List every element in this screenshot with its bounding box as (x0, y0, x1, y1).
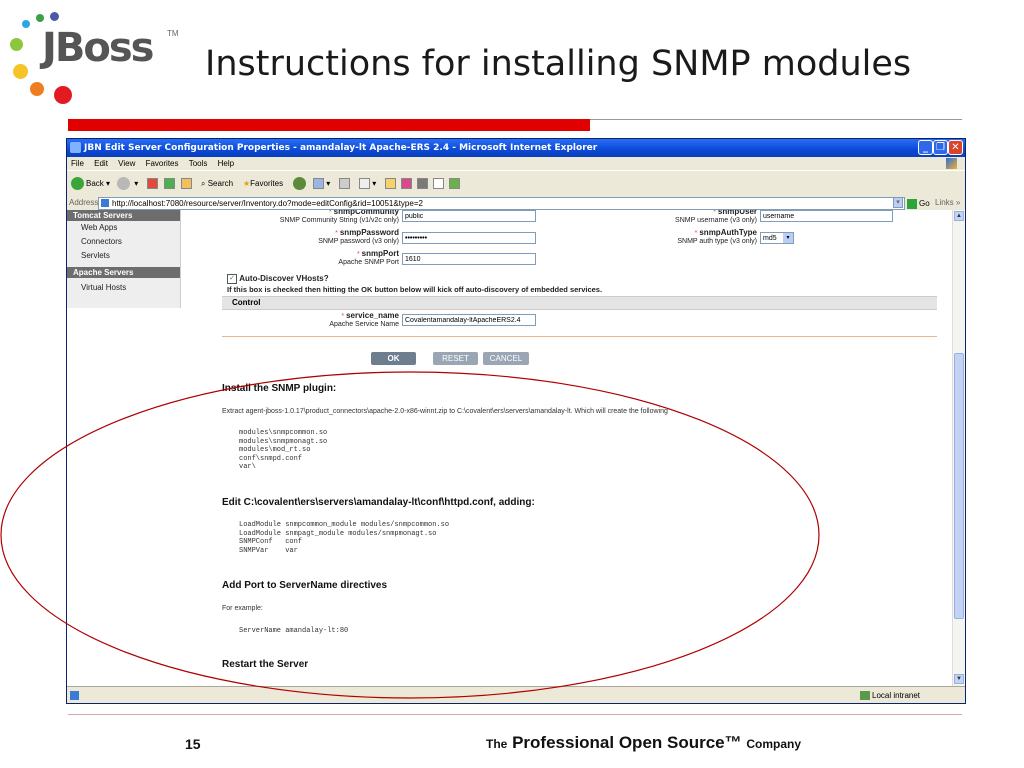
address-label: Address (69, 198, 99, 207)
reset-button[interactable]: RESET (433, 352, 478, 365)
refresh-button[interactable] (164, 177, 175, 191)
intranet-icon (860, 691, 870, 700)
logo-dot (22, 20, 30, 28)
folder-button[interactable] (385, 177, 396, 191)
stop-icon (147, 178, 158, 189)
snmp-auth-type-field-label: * snmpAuthType SNMP auth type (v3 only) (677, 228, 757, 245)
ok-button[interactable]: OK (371, 352, 416, 365)
mail-icon (313, 178, 324, 189)
service-name-input[interactable] (402, 314, 536, 326)
edit-icon (359, 178, 370, 189)
install-heading: Install the SNMP plugin: (222, 383, 337, 394)
control-section-header (222, 296, 937, 310)
history-button[interactable] (293, 177, 308, 191)
logo-wordmark: JBoss (42, 25, 153, 71)
sidebar-item-web-apps[interactable]: Web Apps (81, 223, 118, 232)
search-icon: ⌕ (201, 179, 206, 188)
port-heading: Add Port to ServerName directives (222, 580, 388, 591)
star-icon: ★ (243, 179, 251, 188)
sidebar-section-tomcat[interactable]: Tomcat Servers (67, 210, 180, 221)
install-text: Extract agent-jboss-1.0.17\product_connectors\apache-2.0-x86-winnt.zip to C:\covalent\ers\servers\amandalay-lt. Which will create the following (222, 408, 668, 415)
port-code: ServerName amandalay-lt:80 (239, 627, 349, 635)
sidebar-item-virtual-hosts[interactable]: Virtual Hosts (81, 283, 127, 292)
menu-file[interactable]: File (71, 159, 84, 168)
menu-favorites[interactable]: Favorites (145, 159, 179, 168)
people-icon (449, 178, 460, 189)
window-title: JBN Edit Server Configuration Properties - amandalay-lt Apache-ERS 2.4 - Microsoft Internet Explorer (84, 143, 598, 153)
menu-view[interactable]: View (118, 159, 136, 168)
restart-heading: Restart the Server (222, 659, 309, 670)
logo-dot (10, 38, 23, 51)
menu-tools[interactable]: Tools (188, 159, 208, 168)
nav-sidebar (67, 210, 181, 308)
logo-dot (36, 14, 44, 22)
ie-window-icon (70, 142, 81, 153)
slide-title: Instructions for installing SNMP modules (205, 44, 912, 84)
people-button[interactable] (449, 177, 460, 191)
go-button[interactable]: Go (907, 197, 930, 211)
auto-discover-row (227, 274, 329, 284)
install-files-code: modules\snmpcommon.so modules\snmpmonagt.so modules\mod_rt.so conf\snmpd.conf var\ (239, 429, 328, 471)
go-arrow-icon (907, 199, 917, 209)
auto-discover-checkbox[interactable]: ✓ (227, 274, 237, 284)
port-text: For example: (222, 605, 263, 612)
snmp-user-input[interactable] (760, 210, 893, 222)
snmp-community-field-label: * snmpCommunity SNMP Community String (v1/v2c only) (279, 210, 399, 224)
windows-logo-icon (946, 158, 957, 169)
page-icon (101, 199, 109, 207)
links-button[interactable]: Links » (935, 198, 961, 207)
menu-bar (67, 157, 965, 170)
menu-edit[interactable]: Edit (94, 159, 108, 168)
edit-code: LoadModule snmpcommon_module modules/snmpcommon.so LoadModule snmpagt_module modules/snmpmonagt.so SNMPConf conf SNMPVar var (239, 521, 450, 555)
title-rule-grey (590, 119, 962, 120)
logo-dot (13, 64, 28, 79)
logo-trademark: TM (167, 29, 179, 38)
snmp-auth-type-select[interactable]: md5 ▾ (760, 232, 794, 244)
chevron-down-icon: ▾ (783, 233, 793, 243)
home-icon (181, 178, 192, 189)
form-divider (222, 336, 937, 337)
stop-button[interactable] (147, 177, 158, 191)
address-bar (67, 196, 965, 210)
edit-button[interactable]: ▾ (359, 177, 376, 191)
edit-heading: Edit C:\covalent\ers\servers\amandalay-lt\conf\httpd.conf, adding: (222, 497, 535, 508)
favorites-button[interactable]: ★Favorites (243, 179, 284, 188)
scroll-down-button[interactable]: ▼ (954, 674, 964, 684)
minimize-button[interactable]: _ (918, 140, 933, 155)
back-arrow-icon (71, 177, 84, 190)
window-titlebar (67, 139, 965, 157)
menu-help[interactable]: Help (217, 159, 235, 168)
vertical-scrollbar[interactable] (952, 210, 965, 686)
search-button[interactable]: ⌕ Search (201, 179, 234, 188)
footer-tagline: The Professional Open Source™ Company (486, 733, 802, 752)
cancel-button[interactable]: CANCEL (483, 352, 529, 365)
messenger-icon (401, 178, 412, 189)
messenger-button[interactable] (401, 177, 412, 191)
snmp-password-field-label: * snmpPassword SNMP password (v3 only) (318, 228, 399, 245)
sidebar-section-apache[interactable]: Apache Servers (67, 267, 180, 278)
logo-dot (54, 86, 72, 104)
footer-rule (68, 714, 962, 715)
browser-toolbar (67, 170, 965, 198)
address-dropdown-button[interactable]: ▾ (893, 197, 903, 208)
address-url: http://localhost:7080/resource/server/Inventory.do?mode=editConfig&rid=10051&type=2 (112, 199, 423, 208)
sidebar-item-connectors[interactable]: Connectors (81, 237, 122, 246)
forward-arrow-icon (117, 177, 130, 190)
folder-icon (385, 178, 396, 189)
home-button[interactable] (181, 177, 192, 191)
status-zone: Local intranet (860, 687, 920, 704)
auto-discover-label: Auto-Discover VHosts? (239, 274, 329, 284)
research-button[interactable] (417, 177, 428, 191)
jboss-logo (8, 8, 188, 103)
tools-button[interactable] (433, 177, 444, 191)
snmp-user-field-label: * snmpUser SNMP username (v3 only) (675, 210, 757, 224)
tools-icon (433, 178, 444, 189)
back-button[interactable]: Back ▾ (71, 177, 110, 191)
refresh-icon (164, 178, 175, 189)
address-input[interactable] (98, 197, 905, 210)
research-icon (417, 178, 428, 189)
logo-dot (30, 82, 44, 96)
snmp-community-input[interactable] (402, 210, 536, 222)
mail-button[interactable]: ▾ (313, 177, 330, 191)
close-button[interactable]: ✕ (948, 140, 963, 155)
logo-dot (50, 12, 59, 21)
snmp-password-input[interactable] (402, 232, 536, 244)
snmp-port-input[interactable] (402, 253, 536, 265)
service-name-field-label: * service_name Apache Service Name (329, 311, 399, 328)
snmp-port-field-label: * snmpPort Apache SNMP Port (338, 249, 399, 266)
scroll-up-button[interactable]: ▲ (954, 211, 964, 221)
print-button[interactable] (339, 177, 350, 191)
auto-discover-note: If this box is checked then hitting the OK button below will kick off auto-discovery of embedded services. (227, 285, 603, 294)
history-icon (293, 177, 306, 190)
forward-button[interactable]: ▾ (117, 177, 138, 191)
maximize-button[interactable]: ❐ (933, 140, 948, 155)
control-heading: Control (232, 298, 261, 307)
sidebar-item-servlets[interactable]: Servlets (81, 251, 110, 260)
highlight-ellipse (0, 370, 822, 700)
scrollbar-thumb[interactable] (954, 353, 964, 619)
page-number: 15 (185, 736, 201, 752)
print-icon (339, 178, 350, 189)
title-rule-red (68, 119, 590, 131)
